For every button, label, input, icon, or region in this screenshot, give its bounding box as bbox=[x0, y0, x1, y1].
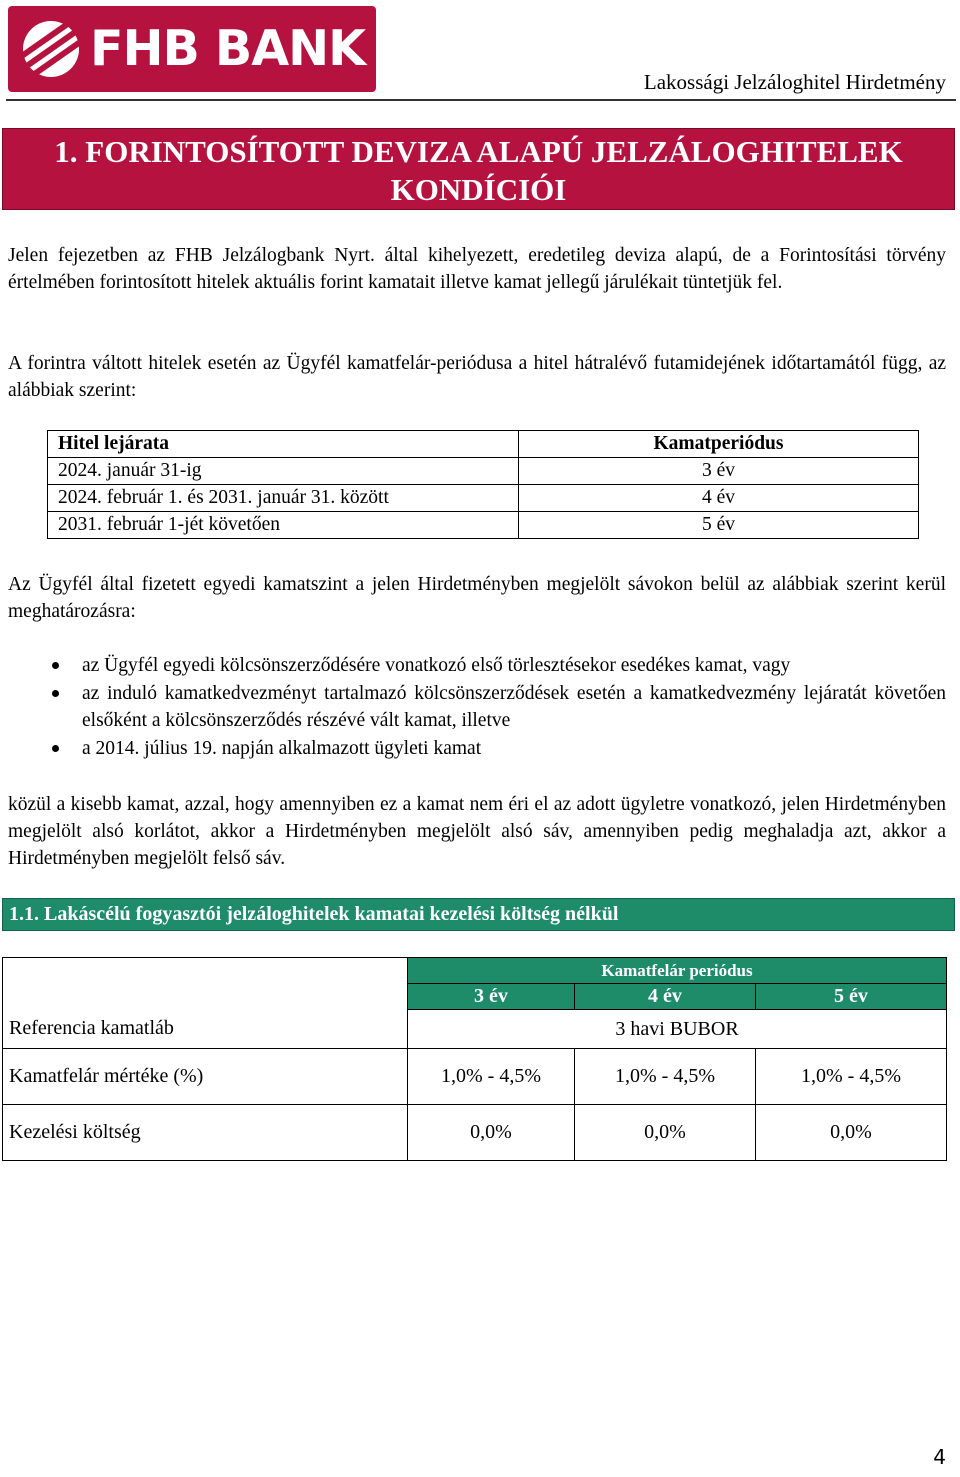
column-header: 5 év bbox=[756, 984, 947, 1010]
bullet-text: az induló kamatkedvezményt tartalmazó kölcsönszerződések esetén a kamatkedvezmény lejáratát követően elsőként a kölcsönszerződés részévé vált kamat, illetve bbox=[82, 682, 946, 731]
page-number: 4 bbox=[933, 1445, 946, 1469]
logo-wordmark: FHB BANK bbox=[90, 20, 366, 77]
period-cell: 4 év bbox=[519, 485, 919, 512]
interest-period-table bbox=[47, 430, 919, 539]
rate-bullet-list bbox=[50, 652, 946, 762]
margin-value: 1,0% - 4,5% bbox=[575, 1049, 756, 1105]
section-heading-line2: KONDÍCIÓI bbox=[390, 172, 567, 207]
rates-table bbox=[2, 957, 947, 1161]
subsection-heading: 1.1. Lakáscélú fogyasztói jelzáloghitelek kamatai kezelési költség nélkül bbox=[2, 898, 955, 931]
header-interest-period: Kamatperiódus bbox=[519, 431, 919, 458]
empty-header-cell bbox=[3, 958, 408, 1010]
column-header: 3 év bbox=[408, 984, 575, 1010]
bullet-text: az Ügyfél egyedi kölcsönszerződésére vonatkozó első törlesztésekor esedékes kamat, vagy bbox=[82, 655, 791, 676]
bullet-text: a 2014. július 19. napján alkalmazott ügyleti kamat bbox=[82, 737, 482, 759]
row-label: Kamatfelár mértéke (%) bbox=[3, 1049, 408, 1105]
conclusion-paragraph: közül a kisebb kamat, azzal, hogy amennyiben ez a kamat nem éri el az adott ügyletre vonatkozó, jelen Hirdetményben megjelölt alsó korlátot, akkor a Hirdetményben megjelölt alsó sáv, amennyiben pedig meghaladja azt, akkor a Hirdetményben megjelölt felső sáv. bbox=[8, 794, 946, 869]
bullet-icon bbox=[52, 662, 59, 669]
table-row bbox=[48, 458, 919, 485]
section-heading-line1: 1. FORINTOSÍTOTT DEVIZA ALAPÚ JELZÁLOGHITELEK bbox=[54, 134, 903, 169]
bullet-icon bbox=[52, 690, 59, 697]
list-item bbox=[50, 680, 946, 735]
table-row bbox=[3, 1010, 947, 1049]
margin-value: 1,0% - 4,5% bbox=[408, 1049, 575, 1105]
document-title: Lakossági Jelzáloghitel Hirdetmény bbox=[643, 70, 946, 94]
row-label: Referencia kamatláb bbox=[3, 1010, 408, 1049]
fee-value: 0,0% bbox=[756, 1105, 947, 1161]
fee-value: 0,0% bbox=[575, 1105, 756, 1161]
fhb-bank-logo bbox=[8, 6, 376, 92]
table-row bbox=[48, 485, 919, 512]
list-item bbox=[50, 652, 946, 680]
section-heading bbox=[2, 128, 955, 210]
period-intro-paragraph: A forintra váltott hitelek esetén az Ügyfél kamatfelár-periódusa a hitel hátralévő futamidejének időtartamától függ, az alábbiak szerint: bbox=[8, 353, 946, 401]
fhb-logo-icon bbox=[22, 20, 80, 78]
rate-intro-paragraph: Az Ügyfél által fizetett egyedi kamatszint a jelen Hirdetményben megjelölt sávokon belül az alábbiak szerint kerül meghatározásra: bbox=[8, 574, 946, 622]
table-header-row bbox=[48, 431, 919, 458]
group-header: Kamatfelár periódus bbox=[408, 958, 947, 984]
row-label: Kezelési költség bbox=[3, 1105, 408, 1161]
reference-rate-value: 3 havi BUBOR bbox=[408, 1010, 947, 1049]
intro-paragraph: Jelen fejezetben az FHB Jelzálogbank Nyrt. által kihelyezett, eredetileg deviza alapú, de a Forintosítási törvény értelmében forintosított hitelek aktuális forint kamatait illetve kamat jellegű járulékait tüntetjük fel. bbox=[8, 245, 946, 293]
maturity-cell: 2024. január 31-ig bbox=[48, 458, 519, 485]
bullet-icon bbox=[52, 745, 59, 752]
maturity-cell: 2024. február 1. és 2031. január 31. között bbox=[48, 485, 519, 512]
table-row bbox=[3, 1105, 947, 1161]
list-item bbox=[50, 735, 946, 763]
header-divider bbox=[6, 99, 956, 101]
maturity-cell: 2031. február 1-jét követően bbox=[48, 512, 519, 539]
table-row bbox=[3, 1049, 947, 1105]
table-header-row bbox=[3, 958, 947, 984]
margin-value: 1,0% - 4,5% bbox=[756, 1049, 947, 1105]
period-cell: 3 év bbox=[519, 458, 919, 485]
fee-value: 0,0% bbox=[408, 1105, 575, 1161]
period-cell: 5 év bbox=[519, 512, 919, 539]
column-header: 4 év bbox=[575, 984, 756, 1010]
header-loan-maturity: Hitel lejárata bbox=[48, 431, 519, 458]
table-row bbox=[48, 512, 919, 539]
